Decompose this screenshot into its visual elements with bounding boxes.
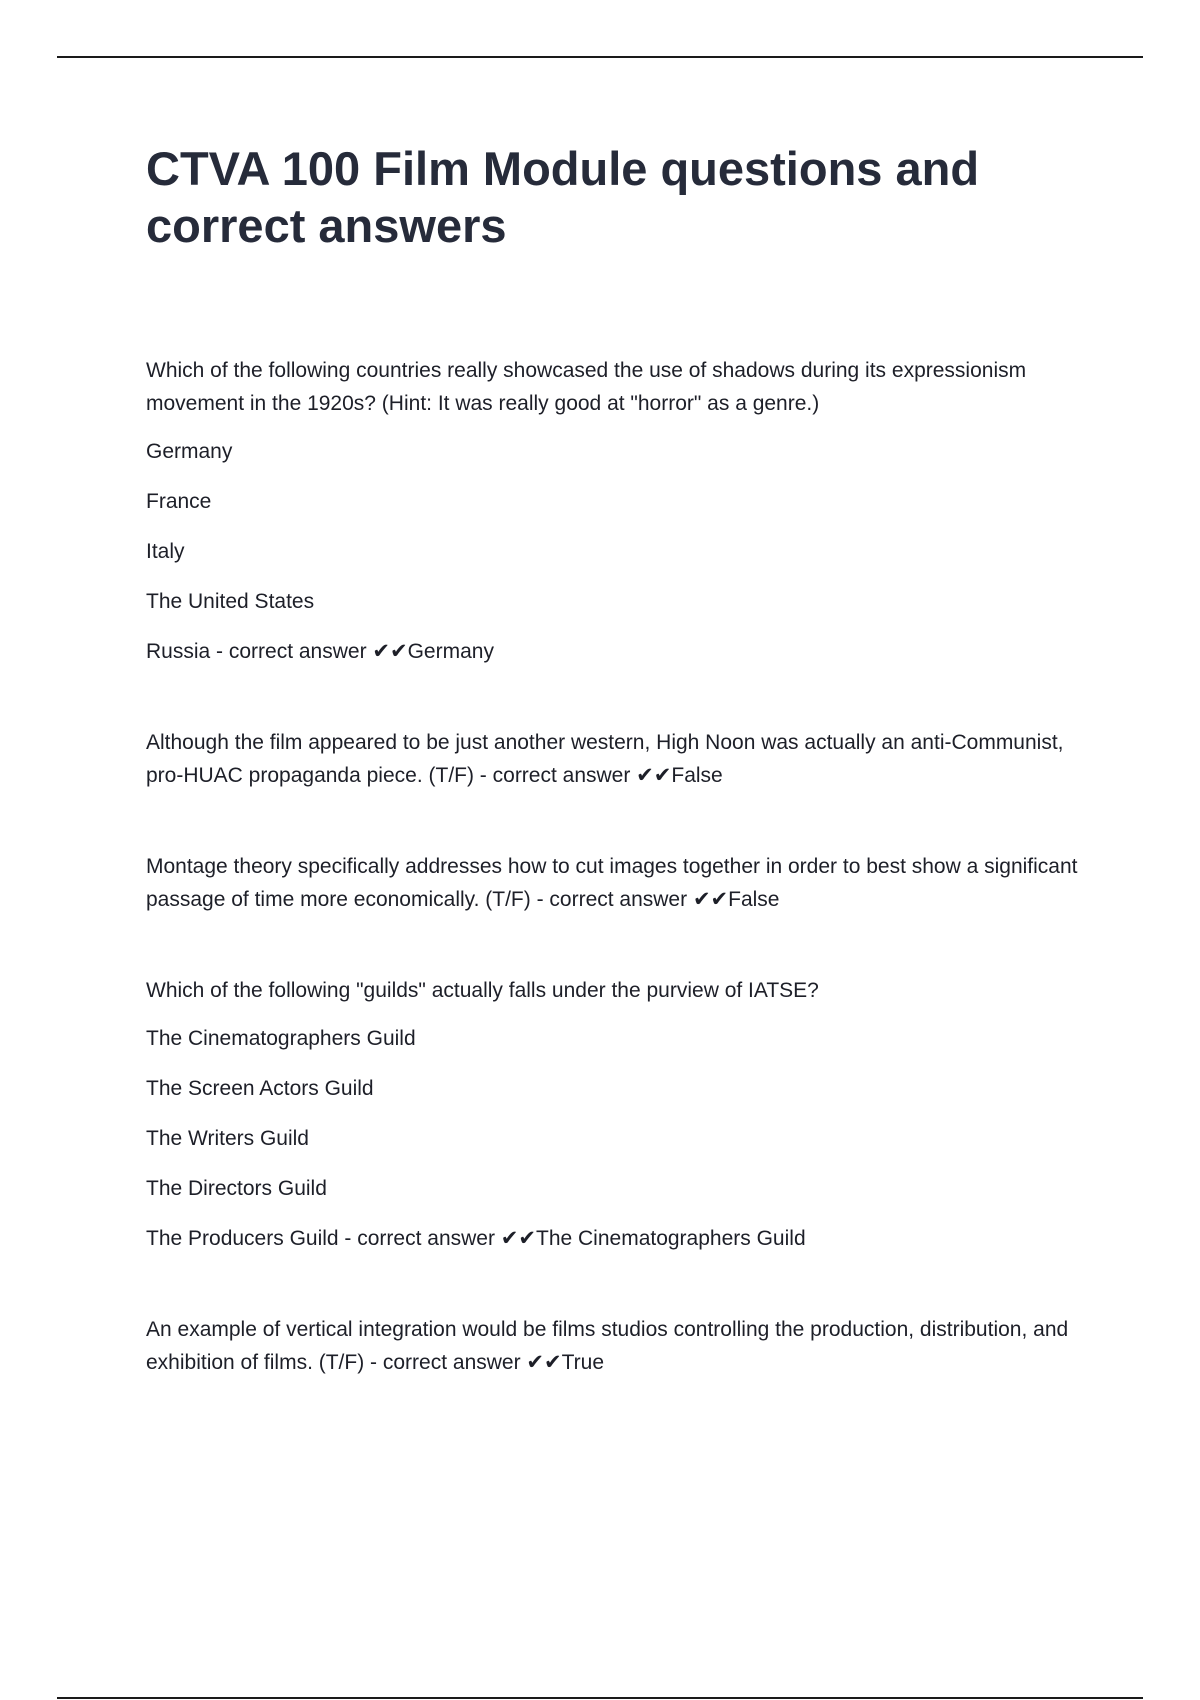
question-2 bbox=[146, 726, 1086, 792]
answer-option: Germany bbox=[146, 440, 233, 463]
bottom-rule bbox=[57, 1697, 1143, 1699]
document-title: CTVA 100 Film Module questions and correct answers bbox=[146, 142, 980, 252]
question-list bbox=[146, 354, 1086, 1379]
document-body bbox=[146, 140, 1086, 1437]
answer-option: France bbox=[146, 490, 212, 513]
answer-option: Italy bbox=[146, 540, 185, 563]
question-1 bbox=[146, 354, 1086, 668]
question-5 bbox=[146, 1313, 1086, 1379]
answer-line: The Producers Guild - correct answer ✔✔The Cinematographers Guild bbox=[146, 1227, 806, 1250]
question-stem: An example of vertical integration would be films studios controlling the production, distribution, and exhibition of films. (T/F) - correct answer ✔✔True bbox=[146, 1318, 1069, 1374]
answer-line: Russia - correct answer ✔✔Germany bbox=[146, 640, 494, 663]
question-stem: Which of the following "guilds" actually falls under the purview of IATSE? bbox=[146, 979, 819, 1002]
question-stem: Montage theory specifically addresses how to cut images together in order to best show a significant passage of time more economically. (T/F) - correct answer ✔✔False bbox=[146, 855, 1078, 911]
question-3 bbox=[146, 850, 1086, 916]
question-stem: Which of the following countries really showcased the use of shadows during its expressionism movement in the 1920s? (Hint: It was really good at "horror" as a genre.) bbox=[146, 359, 1027, 415]
answer-option: The Directors Guild bbox=[146, 1177, 327, 1200]
answer-option: The Writers Guild bbox=[146, 1127, 309, 1150]
question-4 bbox=[146, 974, 1086, 1255]
question-stem: Although the film appeared to be just another western, High Noon was actually an anti-Communist, pro-HUAC propaganda piece. (T/F) - correct answer ✔✔False bbox=[146, 731, 1064, 787]
top-rule bbox=[57, 56, 1143, 58]
answer-option: The Cinematographers Guild bbox=[146, 1027, 416, 1050]
answer-option: The United States bbox=[146, 590, 315, 613]
answer-option: The Screen Actors Guild bbox=[146, 1077, 374, 1100]
